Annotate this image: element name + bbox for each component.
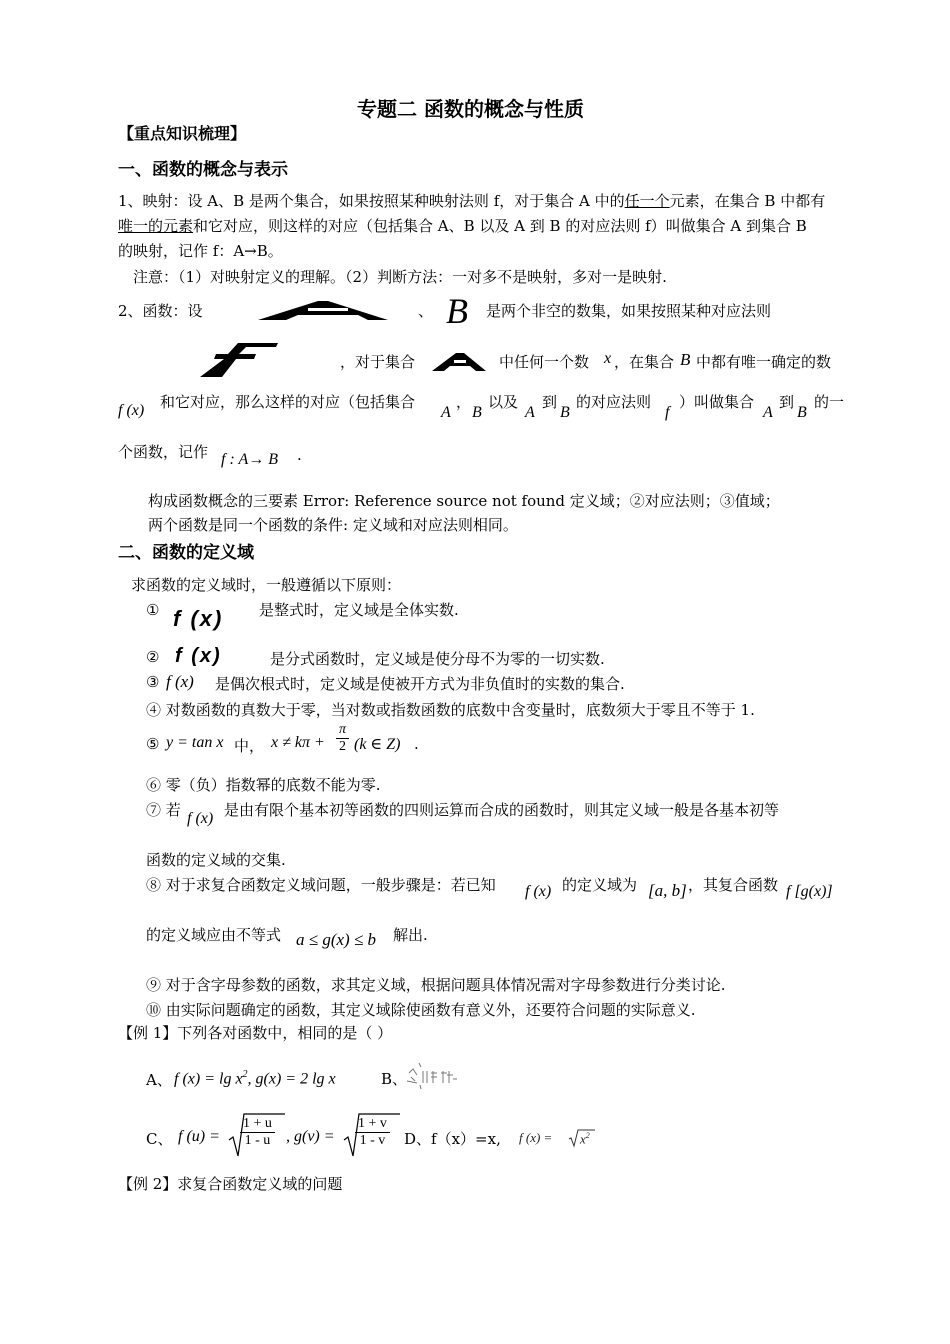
rule-1-fx: f (x) [173,606,224,631]
option-c-label: C、 [146,1130,173,1148]
example-2-title: 【例 2】求复合函数定义域的问题 [118,1175,343,1193]
fx-value: f (x) [118,402,145,419]
rule-5-tail: (k ∈ Z) [354,736,401,753]
rule-7-lead: ⑦ 若 [146,801,181,819]
three-elements: 构成函数概念的三要素 Error: Reference source not found 定义域；②对应法则；③值域； [148,492,780,510]
fraction-v [355,1116,390,1149]
mapping-line-1 [118,190,825,211]
text: 元素，在集合 B 中都有 [669,192,826,210]
rule-8-fx: f (x) [525,883,552,900]
mapping-line-2 [118,215,807,236]
rule-2-number: ② [146,648,160,666]
pi-over-2 [336,722,349,755]
option-d-radicand [580,1131,590,1147]
period: . [414,735,419,753]
page-title: 专题二 函数的概念与性质 [357,97,584,121]
rule-2-fx: f (x) [175,645,222,667]
rule-5-number: ⑤ [146,735,160,753]
called-text: ）叫做集合 [679,393,755,411]
denominator: 1 - v [359,1133,386,1148]
rule-8-ineq-text: 的定义域应由不等式 [146,926,282,944]
rule-8-composite-fn: f [g(x)] [786,883,833,900]
rule-7-text: 是由有限个基本初等函数的四则运算而合成的函数时，则其定义域一般是各基本初等 [224,801,780,819]
example-1-title: 【例 1】下列各对函数中，相同的是（ ） [118,1024,393,1042]
rule-1-text: 是整式时，定义域是全体实数. [259,601,459,619]
underlined-unique: 唯一的元素 [118,217,194,235]
rule-3-number: ③ [146,673,160,691]
text: 和它对应，则这样的对应（包括集合 A、B 以及 A 到 B 的对应法则 f）叫做集合 A 到集合 B [193,217,807,235]
to-text: 到 [542,393,558,411]
set-a-graphic-2 [430,352,488,372]
rule-1-number: ① [146,601,160,619]
set-a: A [525,404,535,421]
one-text: 的一 [814,393,845,411]
text: 1、映射：设 A、B 是两个集合，如果按照某种映射法则 f，对于集合 A 中的 [118,192,625,210]
to-text: 到 [779,393,795,411]
for-set-text: ，对于集合 [340,353,416,371]
var-x: x [604,350,612,367]
function-notation: f : A→ B [221,451,279,468]
function-line-3: 和它对应，那么这样的对应（包括集合 [160,393,416,411]
set-b-2: B [680,350,691,369]
numerator: π [336,722,349,739]
numerator: 1 + v [355,1116,390,1133]
superscript: 2 [242,1069,248,1080]
rule-3-fx: f (x) [166,672,194,691]
rule-9-text: ⑨ 对于含字母参数的函数，求其定义域，根据问题具体情况需对字母参数进行分类讨论. [146,976,726,994]
set-b: B [472,404,482,421]
rule-8-domain-text: 的定义域为 [562,876,638,894]
heading-domain: 二、函数的定义域 [118,543,254,563]
rule-8-lead: ⑧ 对于求复合函数定义域问题，一般步骤是：若已知 [146,876,496,894]
set-b-symbol: B [446,291,468,331]
in-set-text: ，在集合 [614,353,675,371]
heading-function-concept: 一、函数的概念与表示 [118,160,288,180]
function-lead: 2、函数：设 [118,302,203,320]
numerator: 1 + u [240,1116,275,1133]
and-text: 以及 [488,393,519,411]
option-b-label: B、 [381,1070,408,1088]
rule-8-composite-text: ，其复合函数 [688,876,779,894]
rule-2-text: 是分式函数时，定义域是使分母不为零的一切实数. [270,650,605,668]
fraction-u [240,1116,275,1149]
set-a-graphic [258,298,390,322]
rule-5-equation: y = tan x [166,734,224,751]
set-b: B [797,404,807,421]
period: . [297,446,302,464]
rule-7-fx: f (x) [187,810,214,827]
rule-4-text: ④ 对数函数的真数大于零，当对数或指数函数的底数中含变量时，底数须大于零且不等于 1. [146,701,755,719]
function-line-4: 个函数，记作 [118,443,209,461]
option-b-garbled-image [403,1061,459,1091]
option-d-expr: f (x) = [519,1130,553,1145]
comma: ， [456,393,472,411]
mapping-note: 注意：（1）对映射定义的理解。（2）判断方法：一对多不是映射，多对一是映射. [133,268,667,286]
any-number-text: 中任何一个数 [499,353,590,371]
option-a-label: A、 [146,1071,172,1089]
superscript: 2 [585,1131,590,1140]
denominator: 1 - u [244,1133,271,1148]
rule-5-mid: 中， [234,737,265,755]
rule-8-end: 解出. [393,926,428,944]
radicand: x [580,1131,586,1147]
expr-part: , g(x) = 2 lg x [247,1070,336,1088]
rule-f: f [665,404,670,421]
option-c-f: f (u) = [178,1128,220,1145]
separator: 、 [418,302,434,320]
section-key-points: 【重点知识梳理】 [118,124,247,143]
function-line-1-rest: 是两个非空的数集，如果按照某种对应法则 [486,302,772,320]
rule-f-graphic [192,343,278,379]
unique-text: 中都有唯一确定的数 [696,353,832,371]
rule-5-condition: x ≠ kπ + [271,734,325,751]
expr-part: f (x) = lg x [174,1070,243,1088]
domain-intro: 求函数的定义域时，一般遵循以下原则： [131,576,402,594]
set-b: B [560,404,570,421]
rule-text: 的对应法则 [576,393,652,411]
same-function-condition: 两个函数是同一个函数的条件: 定义域和对应法则相同。 [148,516,518,534]
set-a: A [441,404,451,421]
rule-8-inequality: a ≤ g(x) ≤ b [296,930,377,949]
rule-10-text: ⑩ 由实际问题确定的函数，其定义域除使函数有意义外，还要符合问题的实际意义. [146,1001,696,1019]
option-d-label: D、f（x）=x, [404,1130,501,1148]
mapping-line-3: 的映射，记作 f：A→B。 [118,242,283,260]
option-c-g: , g(v) = [286,1128,335,1145]
rule-3-text: 是偶次根式时，定义域是使被开方式为非负值时的实数的集合. [215,675,625,693]
rule-6-text: ⑥ 零（负）指数幂的底数不能为零. [146,776,381,794]
set-a: A [763,404,773,421]
underlined-any: 任一个 [624,192,670,210]
denominator: 2 [339,739,346,754]
rule-7-text-2: 函数的定义域的交集. [146,851,286,869]
rule-8-interval: [a, b] [648,881,687,900]
option-a-expr [174,1069,336,1088]
